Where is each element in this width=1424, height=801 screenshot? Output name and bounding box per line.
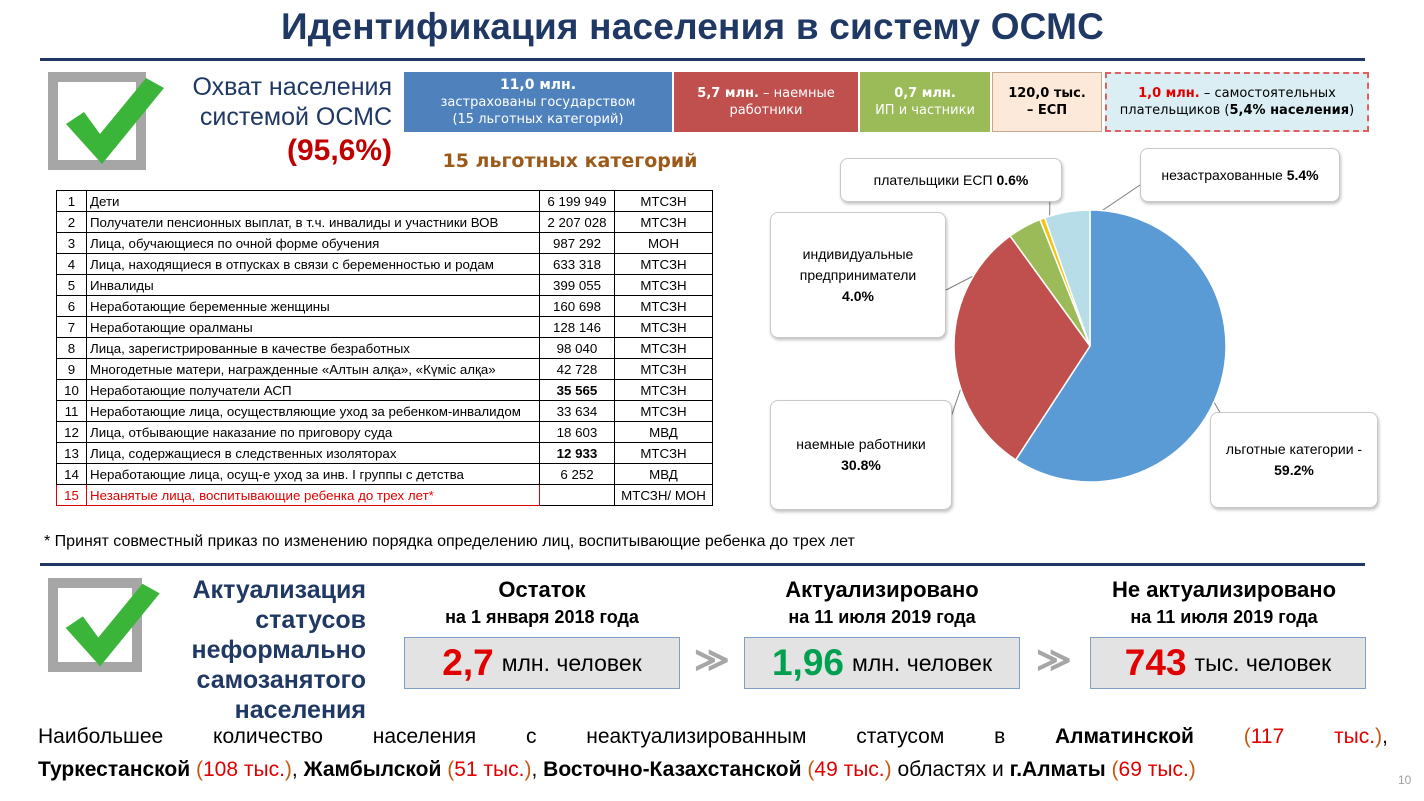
summary-box-self-payers: 1,0 млн. – самостоятельных плательщиков (5,4% населения): [1105, 72, 1369, 132]
page-number: 10: [1398, 773, 1412, 787]
summary-box-state: 11,0 млн. застрахованы государством (15 льготных категорий): [404, 72, 672, 132]
coverage-percent: (95,6%): [286, 134, 392, 167]
actualization-title: Актуализация статусов неформально самозанятого населения: [191, 576, 366, 724]
callout-ip: индивидуальные предприниматели 4.0%: [770, 212, 946, 338]
table-row: 10 Неработающие получатели АСП 35 565 МТСЗН: [57, 380, 713, 401]
value-box-not-actualized: 743 тыс. человек: [1090, 637, 1366, 689]
categories-title: 15 льготных категорий: [442, 150, 698, 172]
table-row: 4 Лица, находящиеся в отпусках в связи с беременностью и родам 633 318 МТСЗН: [57, 254, 713, 275]
table-row: 6 Неработающие беременные женщины 160 698 МТСЗН: [57, 296, 713, 317]
footnote: * Принят совместный приказ по изменению порядка определению лиц, воспитывающие ребенка до трех лет: [44, 533, 855, 550]
table-row: 2 Получатели пенсионных выплат, в т.ч. инвалиды и участники ВОВ 2 207 028 МТСЗН: [57, 212, 713, 233]
summary-box-esp: 120,0 тыс. – ЕСП: [992, 72, 1102, 132]
column-actualized-header: Актуализировано на 11 июля 2019 года: [785, 577, 979, 627]
coverage-title: Охват населения системой ОСМС: [192, 73, 392, 131]
table-row: 12 Лица, отбывающие наказание по приговору суда 18 603 МВД: [57, 422, 713, 443]
checkbox-coverage: [48, 72, 146, 170]
table-row: 13 Лица, содержащиеся в следственных изоляторах 12 933 МТСЗН: [57, 443, 713, 464]
categories-table: [56, 190, 713, 506]
table-row: 8 Лица, зарегистрированные в качестве безработных 98 040 МТСЗН: [57, 338, 713, 359]
value-box-actualized: 1,96 млн. человек: [744, 637, 1020, 689]
column-remaining-header: Остаток на 1 января 2018 года: [445, 577, 639, 627]
callout-employees: наемные работники 30.8%: [770, 400, 952, 510]
table-row: 14 Неработающие лица, осущ-е уход за инв. I группы с детства 6 252 МВД: [57, 464, 713, 485]
table-row: 9 Многодетные матери, награжденные «Алтын алқа», «Күміс алқа» 42 728 МТСЗН: [57, 359, 713, 380]
callout-uninsured: незастрахованные 5.4%: [1140, 148, 1340, 202]
table-row: 3 Лица, обучающиеся по очной форме обучения 987 292 МОН: [57, 233, 713, 254]
table-row: 1 Дети 6 199 949 МТСЗН: [57, 191, 713, 212]
chevron-right-icon: ≫: [694, 641, 730, 679]
summary-box-ip: 0,7 млн. ИП и частники: [860, 72, 990, 132]
value-box-remaining: 2,7 млн. человек: [404, 637, 680, 689]
column-not-actualized-header: Не актуализировано на 11 июля 2019 года: [1111, 577, 1337, 627]
summary-box-employees: 5,7 млн. – наемные работники: [674, 72, 858, 132]
footer-text: Наибольшее количество населения с неактуализированным статусом в Алматинской (117 тыс.), Туркестанской (108 тыс.), Жамбылской (51 тыс.), Восточно-Казахстанской (49 тыс.) областях и г.Алматы (69 тыс.): [38, 725, 1388, 781]
callout-esp: плательщики ЕСП 0.6%: [840, 158, 1062, 202]
page-title: Идентификация населения в систему ОСМС: [280, 6, 1105, 47]
table-row: 5 Инвалиды 399 055 МТСЗН: [57, 275, 713, 296]
chevron-right-icon: ≫: [1036, 641, 1072, 679]
table-row: 7 Неработающие оралманы 128 146 МТСЗН: [57, 317, 713, 338]
table-row: 11 Неработающие лица, осуществляющие уход за ребенком-инвалидом 33 634 МТСЗН: [57, 401, 713, 422]
table-row: 15 Незанятые лица, воспитывающие ребенка до трех лет* МТСЗН/ МОН: [57, 485, 713, 506]
checkmark-icon: [48, 72, 166, 172]
middle-divider: [40, 563, 1365, 566]
top-divider: [40, 58, 1365, 61]
callout-privileged: льготные категории - 59.2%: [1210, 412, 1378, 508]
